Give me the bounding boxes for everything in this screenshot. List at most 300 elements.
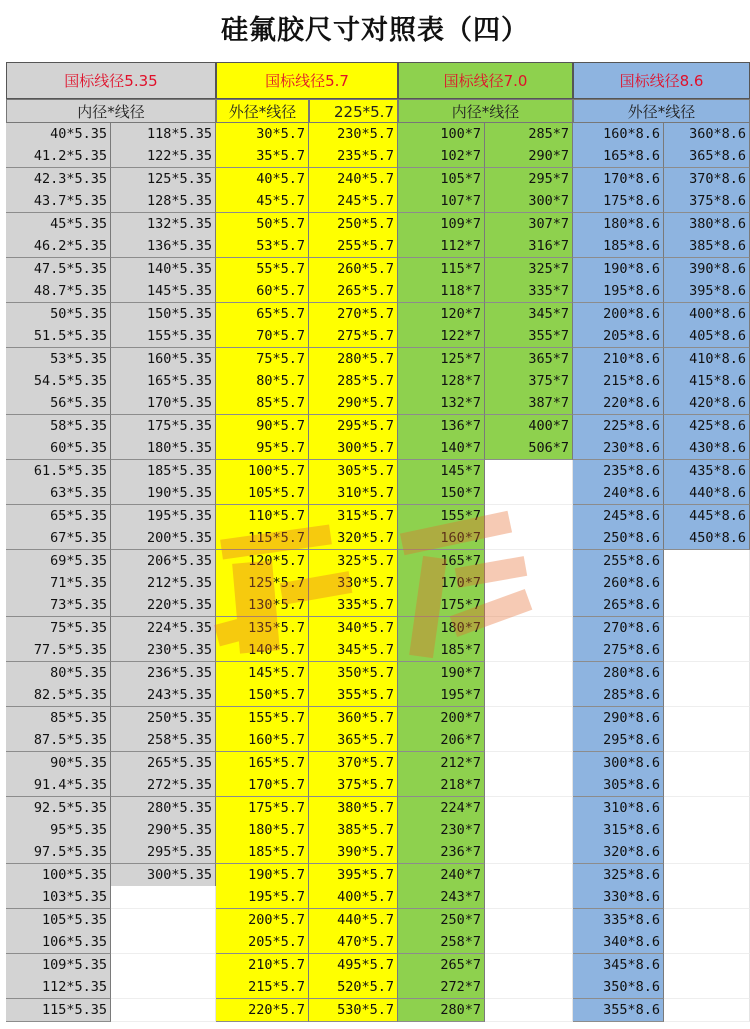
table-cell: 185*5.7 [216, 841, 309, 864]
table-cell: 110*5.7 [216, 505, 309, 528]
table-cell: 155*5.35 [111, 325, 216, 348]
table-cell: 265*8.6 [573, 594, 664, 617]
table-cell: 160*8.6 [573, 123, 664, 146]
table-cell: 60*5.35 [6, 437, 111, 460]
table-cell: 140*5.7 [216, 639, 309, 662]
table-cell: 270*5.7 [309, 303, 398, 326]
table-cell: 285*5.7 [309, 370, 398, 393]
table-cell: 300*8.6 [573, 752, 664, 775]
table-cell [664, 639, 750, 662]
table-cell [111, 999, 216, 1022]
table-cell: 63*5.35 [6, 482, 111, 505]
table-cell: 65*5.7 [216, 303, 309, 326]
table-cell: 73*5.35 [6, 594, 111, 617]
table-cell: 420*8.6 [664, 392, 750, 415]
table-cell: 85*5.7 [216, 392, 309, 415]
table-cell: 325*7 [485, 258, 573, 281]
table-cell: 40*5.7 [216, 168, 309, 191]
table-cell: 243*7 [398, 886, 485, 909]
table-cell: 53*5.35 [6, 348, 111, 371]
table-cell: 180*8.6 [573, 213, 664, 236]
table-cell: 120*7 [398, 303, 485, 326]
table-cell: 385*8.6 [664, 235, 750, 258]
table-cell: 355*7 [485, 325, 573, 348]
header-8.6: 国标线径8.6 [573, 62, 750, 99]
table-cell: 280*5.7 [309, 348, 398, 371]
table-cell: 335*7 [485, 280, 573, 303]
table-cell: 290*5.7 [309, 392, 398, 415]
table-cell: 220*5.7 [216, 999, 309, 1022]
table-cell [664, 931, 750, 954]
table-cell: 236*7 [398, 841, 485, 864]
table-cell: 255*8.6 [573, 550, 664, 573]
table-cell [485, 752, 573, 775]
table-cell: 265*5.7 [309, 280, 398, 303]
table-cell: 435*8.6 [664, 460, 750, 483]
table-cell: 345*5.7 [309, 639, 398, 662]
table-cell: 390*8.6 [664, 258, 750, 281]
table-cell: 165*7 [398, 550, 485, 573]
table-cell: 125*5.7 [216, 572, 309, 595]
table-cell: 236*5.35 [111, 662, 216, 685]
table-cell: 375*7 [485, 370, 573, 393]
table-cell: 250*8.6 [573, 527, 664, 550]
table-cell: 200*8.6 [573, 303, 664, 326]
table-cell: 40*5.35 [6, 123, 111, 146]
table-cell: 195*5.7 [216, 886, 309, 909]
table-cell: 100*5.7 [216, 460, 309, 483]
table-cell: 132*5.35 [111, 213, 216, 236]
table-cell: 125*7 [398, 348, 485, 371]
table-cell: 218*7 [398, 774, 485, 797]
table-cell: 305*8.6 [573, 774, 664, 797]
table-cell: 70*5.7 [216, 325, 309, 348]
table-cell: 300*5.35 [111, 864, 216, 887]
table-cell: 206*5.35 [111, 550, 216, 573]
table-cell: 215*8.6 [573, 370, 664, 393]
table-cell: 307*7 [485, 213, 573, 236]
table-cell: 305*5.7 [309, 460, 398, 483]
table-cell: 118*7 [398, 280, 485, 303]
table-cell: 295*8.6 [573, 729, 664, 752]
table-cell: 128*5.35 [111, 190, 216, 213]
table-cell: 230*7 [398, 819, 485, 842]
table-cell: 275*8.6 [573, 639, 664, 662]
table-cell [485, 819, 573, 842]
table-cell: 260*8.6 [573, 572, 664, 595]
table-cell [664, 729, 750, 752]
header-7.0: 国标线径7.0 [398, 62, 573, 99]
table-cell: 295*5.7 [309, 415, 398, 438]
table-cell [485, 999, 573, 1022]
table-cell: 272*7 [398, 976, 485, 999]
table-cell [111, 976, 216, 999]
table-cell: 105*5.35 [6, 909, 111, 932]
table-cell: 67*5.35 [6, 527, 111, 550]
table-cell: 150*7 [398, 482, 485, 505]
table-cell: 160*5.35 [111, 348, 216, 371]
table-cell: 400*7 [485, 415, 573, 438]
table-cell: 71*5.35 [6, 572, 111, 595]
table-cell: 355*8.6 [573, 999, 664, 1022]
table-cell: 205*5.7 [216, 931, 309, 954]
table-cell: 350*5.7 [309, 662, 398, 685]
table-cell [485, 639, 573, 662]
table-cell [485, 909, 573, 932]
table-cell: 128*7 [398, 370, 485, 393]
table-cell: 195*5.35 [111, 505, 216, 528]
table-cell [485, 729, 573, 752]
table-cell: 195*7 [398, 684, 485, 707]
table-cell: 47.5*5.35 [6, 258, 111, 281]
table-cell: 258*7 [398, 931, 485, 954]
table-cell: 320*5.7 [309, 527, 398, 550]
table-cell: 425*8.6 [664, 415, 750, 438]
table-cell: 145*5.7 [216, 662, 309, 685]
table-cell: 240*8.6 [573, 482, 664, 505]
table-cell: 106*5.35 [6, 931, 111, 954]
table-cell: 175*5.7 [216, 797, 309, 820]
table-cell: 224*5.35 [111, 617, 216, 640]
table-cell: 97.5*5.35 [6, 841, 111, 864]
table-cell [664, 909, 750, 932]
table-cell: 360*5.7 [309, 707, 398, 730]
table-cell: 65*5.35 [6, 505, 111, 528]
table-cell [485, 594, 573, 617]
table-cell: 180*5.35 [111, 437, 216, 460]
table-cell: 415*8.6 [664, 370, 750, 393]
table-cell: 100*5.35 [6, 864, 111, 887]
table-cell: 115*7 [398, 258, 485, 281]
table-cell: 140*5.35 [111, 258, 216, 281]
table-cell: 30*5.7 [216, 123, 309, 146]
table-cell: 315*8.6 [573, 819, 664, 842]
table-cell: 370*5.7 [309, 752, 398, 775]
table-cell: 82.5*5.35 [6, 684, 111, 707]
table-cell: 85*5.35 [6, 707, 111, 730]
table-cell: 140*7 [398, 437, 485, 460]
table-cell [664, 684, 750, 707]
table-cell: 224*7 [398, 797, 485, 820]
table-cell: 320*8.6 [573, 841, 664, 864]
table-cell: 530*5.7 [309, 999, 398, 1022]
table-cell [485, 527, 573, 550]
table-cell: 90*5.35 [6, 752, 111, 775]
table-cell: 258*5.35 [111, 729, 216, 752]
table-cell: 285*7 [485, 123, 573, 146]
table-cell: 345*8.6 [573, 954, 664, 977]
table-cell: 520*5.7 [309, 976, 398, 999]
table-cell: 265*5.35 [111, 752, 216, 775]
table-cell: 235*8.6 [573, 460, 664, 483]
table-cell: 60*5.7 [216, 280, 309, 303]
table-cell: 400*8.6 [664, 303, 750, 326]
table-cell: 170*5.7 [216, 774, 309, 797]
table-cell: 225*8.6 [573, 415, 664, 438]
table-cell [664, 999, 750, 1022]
table-cell: 365*5.7 [309, 729, 398, 752]
table-cell: 380*8.6 [664, 213, 750, 236]
table-cell: 240*5.7 [309, 168, 398, 191]
table-cell: 92.5*5.35 [6, 797, 111, 820]
table-cell [664, 886, 750, 909]
table-cell: 80*5.35 [6, 662, 111, 685]
table-cell: 295*5.35 [111, 841, 216, 864]
table-cell [485, 886, 573, 909]
table-cell: 75*5.7 [216, 348, 309, 371]
table-cell: 206*7 [398, 729, 485, 752]
subheader-5.7-b: 225*5.7 [309, 99, 398, 123]
table-cell: 150*5.35 [111, 303, 216, 326]
table-cell: 375*8.6 [664, 190, 750, 213]
table-cell: 325*8.6 [573, 864, 664, 887]
table-cell: 395*8.6 [664, 280, 750, 303]
table-cell: 170*8.6 [573, 168, 664, 191]
table-cell [664, 841, 750, 864]
header-5.35: 国标线径5.35 [6, 62, 216, 99]
table-cell [485, 774, 573, 797]
table-cell [664, 976, 750, 999]
size-table [6, 62, 750, 1029]
table-cell: 109*5.35 [6, 954, 111, 977]
page-title: 硅氟胶尺寸对照表（四） [221, 15, 529, 46]
table-cell: 102*7 [398, 145, 485, 168]
table-cell [485, 931, 573, 954]
table-cell: 440*8.6 [664, 482, 750, 505]
table-cell: 212*7 [398, 752, 485, 775]
table-cell: 53*5.7 [216, 235, 309, 258]
table-cell [664, 819, 750, 842]
table-cell: 205*8.6 [573, 325, 664, 348]
table-cell [664, 954, 750, 977]
table-cell: 430*8.6 [664, 437, 750, 460]
table-cell: 315*5.7 [309, 505, 398, 528]
table-cell: 109*7 [398, 213, 485, 236]
table-cell: 230*5.7 [309, 123, 398, 146]
table-cell: 350*8.6 [573, 976, 664, 999]
table-cell: 405*8.6 [664, 325, 750, 348]
table-cell [485, 841, 573, 864]
table-cell: 77.5*5.35 [6, 639, 111, 662]
table-cell [111, 909, 216, 932]
table-cell: 42.3*5.35 [6, 168, 111, 191]
table-cell: 105*7 [398, 168, 485, 191]
table-cell: 255*5.7 [309, 235, 398, 258]
table-cell [111, 931, 216, 954]
table-cell [664, 774, 750, 797]
table-cell: 330*8.6 [573, 886, 664, 909]
table-cell: 122*5.35 [111, 145, 216, 168]
table-cell: 330*5.7 [309, 572, 398, 595]
table-cell [485, 550, 573, 573]
table-cell [485, 460, 573, 483]
table-cell: 300*5.7 [309, 437, 398, 460]
table-cell: 132*7 [398, 392, 485, 415]
table-cell: 190*7 [398, 662, 485, 685]
table-cell [485, 976, 573, 999]
table-cell: 215*5.7 [216, 976, 309, 999]
table-cell: 270*8.6 [573, 617, 664, 640]
table-cell: 95*5.35 [6, 819, 111, 842]
table-cell: 165*5.7 [216, 752, 309, 775]
table-cell: 295*7 [485, 168, 573, 191]
table-cell: 335*8.6 [573, 909, 664, 932]
table-cell: 340*5.7 [309, 617, 398, 640]
table-cell: 160*7 [398, 527, 485, 550]
table-cell: 250*7 [398, 909, 485, 932]
table-cell: 50*5.35 [6, 303, 111, 326]
table-cell: 245*8.6 [573, 505, 664, 528]
table-cell [485, 662, 573, 685]
table-cell: 175*8.6 [573, 190, 664, 213]
table-cell: 45*5.7 [216, 190, 309, 213]
table-cell: 115*5.7 [216, 527, 309, 550]
table-cell: 365*8.6 [664, 145, 750, 168]
table-cell: 335*5.7 [309, 594, 398, 617]
table-cell: 165*8.6 [573, 145, 664, 168]
table-cell: 385*5.7 [309, 819, 398, 842]
table-cell: 107*7 [398, 190, 485, 213]
table-cell: 230*5.35 [111, 639, 216, 662]
table-cell: 165*5.35 [111, 370, 216, 393]
table-cell [485, 797, 573, 820]
table-cell [664, 752, 750, 775]
table-cell: 280*8.6 [573, 662, 664, 685]
table-cell: 145*5.35 [111, 280, 216, 303]
table-cell [664, 572, 750, 595]
table-cell [111, 886, 216, 909]
table-cell: 340*8.6 [573, 931, 664, 954]
table-cell: 95*5.7 [216, 437, 309, 460]
table-cell: 506*7 [485, 437, 573, 460]
table-cell: 310*5.7 [309, 482, 398, 505]
table-cell: 185*7 [398, 639, 485, 662]
table-cell: 41.2*5.35 [6, 145, 111, 168]
table-cell [664, 797, 750, 820]
table-cell [485, 864, 573, 887]
subheader-5.35: 内径*线径 [6, 99, 216, 123]
table-cell: 185*8.6 [573, 235, 664, 258]
table-cell: 495*5.7 [309, 954, 398, 977]
table-cell: 35*5.7 [216, 145, 309, 168]
table-cell: 380*5.7 [309, 797, 398, 820]
table-cell: 190*5.35 [111, 482, 216, 505]
table-cell: 43.7*5.35 [6, 190, 111, 213]
table-cell: 80*5.7 [216, 370, 309, 393]
table-cell: 300*7 [485, 190, 573, 213]
table-cell: 130*5.7 [216, 594, 309, 617]
table-cell: 280*5.35 [111, 797, 216, 820]
table-cell: 250*5.35 [111, 707, 216, 730]
table-cell: 280*7 [398, 999, 485, 1022]
table-cell: 370*8.6 [664, 168, 750, 191]
table-cell: 45*5.35 [6, 213, 111, 236]
table-cell: 50*5.7 [216, 213, 309, 236]
table-cell: 105*5.7 [216, 482, 309, 505]
subheader-5.7-a: 外径*线径 [216, 99, 309, 123]
table-cell: 112*7 [398, 235, 485, 258]
table-cell: 190*8.6 [573, 258, 664, 281]
table-cell: 51.5*5.35 [6, 325, 111, 348]
table-cell: 136*7 [398, 415, 485, 438]
table-cell: 272*5.35 [111, 774, 216, 797]
table-cell [664, 662, 750, 685]
table-cell: 390*5.7 [309, 841, 398, 864]
table-cell: 200*5.35 [111, 527, 216, 550]
table-cell: 243*5.35 [111, 684, 216, 707]
table-cell [111, 954, 216, 977]
table-cell: 61.5*5.35 [6, 460, 111, 483]
table-cell [664, 550, 750, 573]
table-cell: 155*7 [398, 505, 485, 528]
table-cell: 195*8.6 [573, 280, 664, 303]
table-cell: 46.2*5.35 [6, 235, 111, 258]
table-cell: 100*7 [398, 123, 485, 146]
table-cell: 56*5.35 [6, 392, 111, 415]
table-cell: 230*8.6 [573, 437, 664, 460]
table-cell: 250*5.7 [309, 213, 398, 236]
table-cell: 290*7 [485, 145, 573, 168]
table-cell: 290*8.6 [573, 707, 664, 730]
table-cell: 265*7 [398, 954, 485, 977]
table-cell: 54.5*5.35 [6, 370, 111, 393]
table-cell: 48.7*5.35 [6, 280, 111, 303]
table-cell: 275*5.7 [309, 325, 398, 348]
table-cell: 210*8.6 [573, 348, 664, 371]
subheader-8.6: 外径*线径 [573, 99, 750, 123]
table-cell: 220*8.6 [573, 392, 664, 415]
table-cell: 440*5.7 [309, 909, 398, 932]
table-cell: 200*5.7 [216, 909, 309, 932]
table-cell: 240*7 [398, 864, 485, 887]
table-cell: 290*5.35 [111, 819, 216, 842]
table-cell: 170*5.35 [111, 392, 216, 415]
table-cell: 180*5.7 [216, 819, 309, 842]
table-cell: 235*5.7 [309, 145, 398, 168]
table-cell: 245*5.7 [309, 190, 398, 213]
table-cell: 365*7 [485, 348, 573, 371]
table-cell: 175*5.35 [111, 415, 216, 438]
table-cell: 316*7 [485, 235, 573, 258]
table-cell: 55*5.7 [216, 258, 309, 281]
table-cell: 160*5.7 [216, 729, 309, 752]
table-cell: 260*5.7 [309, 258, 398, 281]
table-cell: 103*5.35 [6, 886, 111, 909]
table-cell: 75*5.35 [6, 617, 111, 640]
table-cell: 122*7 [398, 325, 485, 348]
table-cell: 470*5.7 [309, 931, 398, 954]
table-cell: 375*5.7 [309, 774, 398, 797]
table-cell [664, 707, 750, 730]
table-cell [485, 482, 573, 505]
table-cell [485, 505, 573, 528]
table-cell: 210*5.7 [216, 954, 309, 977]
table-cell: 395*5.7 [309, 864, 398, 887]
table-cell: 445*8.6 [664, 505, 750, 528]
table-cell: 387*7 [485, 392, 573, 415]
table-cell: 145*7 [398, 460, 485, 483]
table-cell: 310*8.6 [573, 797, 664, 820]
table-cell: 400*5.7 [309, 886, 398, 909]
table-cell: 91.4*5.35 [6, 774, 111, 797]
table-cell [664, 617, 750, 640]
table-cell: 135*5.7 [216, 617, 309, 640]
table-cell: 285*8.6 [573, 684, 664, 707]
table-cell: 212*5.35 [111, 572, 216, 595]
table-cell: 120*5.7 [216, 550, 309, 573]
table-cell: 410*8.6 [664, 348, 750, 371]
table-cell: 125*5.35 [111, 168, 216, 191]
